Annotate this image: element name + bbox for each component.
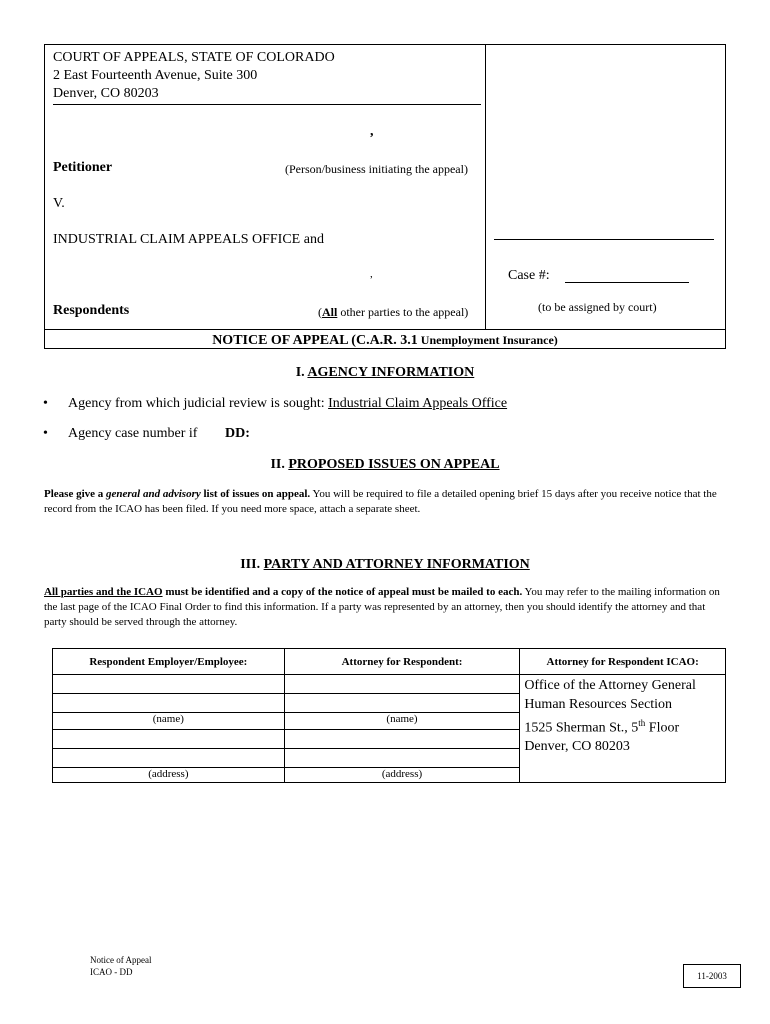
caption-vertical-divider	[485, 44, 486, 329]
respondent-line: INDUSTRIAL CLAIM APPEALS OFFICE and	[53, 232, 324, 247]
header-respondent: Respondent Employer/Employee:	[53, 649, 285, 675]
respondent-name-label: (name)	[53, 713, 285, 730]
petitioner-note: (Person/business initiating the appeal)	[285, 162, 468, 176]
form-revision: 11-2003	[683, 964, 741, 988]
section1-heading: I. AGENCY INFORMATION	[295, 365, 475, 380]
respondent-address-field-2[interactable]	[53, 749, 285, 768]
court-address-rule	[53, 104, 481, 105]
bullet-icon: •	[43, 396, 48, 411]
court-name: COURT OF APPEALS, STATE OF COLORADO	[53, 50, 335, 65]
section2-instructions: Please give a general and advisory list of issues on appeal. You will be required to file a detailed opening brief 15 days after you receive notice that the record from the ICAO has been filed. If you need more space, attach a separate sheet.	[44, 488, 717, 515]
respondent-address-label: (address)	[53, 768, 285, 783]
versus: V.	[53, 196, 65, 211]
section2-heading: II. PROPOSED ISSUES ON APPEAL	[270, 457, 500, 472]
icao-attorney-cell	[520, 675, 726, 783]
respondent-name-field[interactable]	[53, 675, 285, 694]
party-table	[52, 648, 726, 783]
party-table-header	[53, 649, 726, 675]
court-address-line1: 2 East Fourteenth Avenue, Suite 300	[53, 68, 258, 83]
agency-address-line4: Denver, CO 80203	[524, 739, 630, 755]
attorney-address-field[interactable]	[284, 730, 520, 749]
section3-instructions: All parties and the ICAO must be identified and a copy of the notice of appeal must be mailed to each. You may refer to the mailing information on the last page of the ICAO Final Order to find this information. If a party was represented by an attorney, then you should identify the attorney and that party should be served through the attorney.	[44, 586, 720, 628]
agency-name: Industrial Claim Appeals Office	[328, 396, 508, 411]
petitioner-comma: ,	[370, 124, 374, 139]
attorney-name-field[interactable]	[284, 675, 520, 694]
form-code: ICAO - DD	[90, 967, 133, 977]
respondent-address-field[interactable]	[53, 730, 285, 749]
court-address-line2: Denver, CO 80203	[53, 86, 159, 101]
respondent-name-field-2[interactable]	[53, 694, 285, 713]
section3-heading: III. PARTY AND ATTORNEY INFORMATION	[240, 557, 530, 572]
agency-case-type: DD:	[225, 426, 250, 441]
bullet-icon: •	[43, 426, 48, 441]
notice-title: NOTICE OF APPEAL (C.A.R. 3.1 Unemployment Insurance)	[212, 333, 558, 348]
petitioner-label: Petitioner	[53, 160, 113, 175]
attorney-name-label: (name)	[284, 713, 520, 730]
case-number-note: (to be assigned by court)	[538, 300, 657, 314]
respondents-note: (All other parties to the appeal)	[318, 305, 469, 319]
agency-item: Agency from which judicial review is sought: Industrial Claim Appeals Office	[68, 396, 508, 411]
caption-horizontal-divider	[44, 329, 726, 330]
header-attorney-icao: Attorney for Respondent ICAO:	[520, 649, 726, 675]
case-number-field[interactable]	[565, 282, 689, 283]
attorney-name-field-2[interactable]	[284, 694, 520, 713]
respondent-comma: ,	[370, 268, 373, 280]
agency-case-number-label: Agency case number if	[68, 426, 198, 441]
agency-address-line3: 1525 Sherman St., 5th Floor	[524, 718, 680, 736]
agency-address-line1: Office of the Attorney General	[524, 678, 696, 693]
agency-address-line2: Human Resources Section	[524, 696, 673, 712]
attorney-address-label: (address)	[284, 768, 520, 783]
respondents-label: Respondents	[53, 303, 130, 318]
attorney-address-field-2[interactable]	[284, 749, 520, 768]
case-top-rule	[494, 239, 714, 240]
form-name: Notice of Appeal	[90, 955, 152, 965]
case-number-label: Case #:	[508, 268, 550, 283]
header-attorney-respondent: Attorney for Respondent:	[284, 649, 520, 675]
